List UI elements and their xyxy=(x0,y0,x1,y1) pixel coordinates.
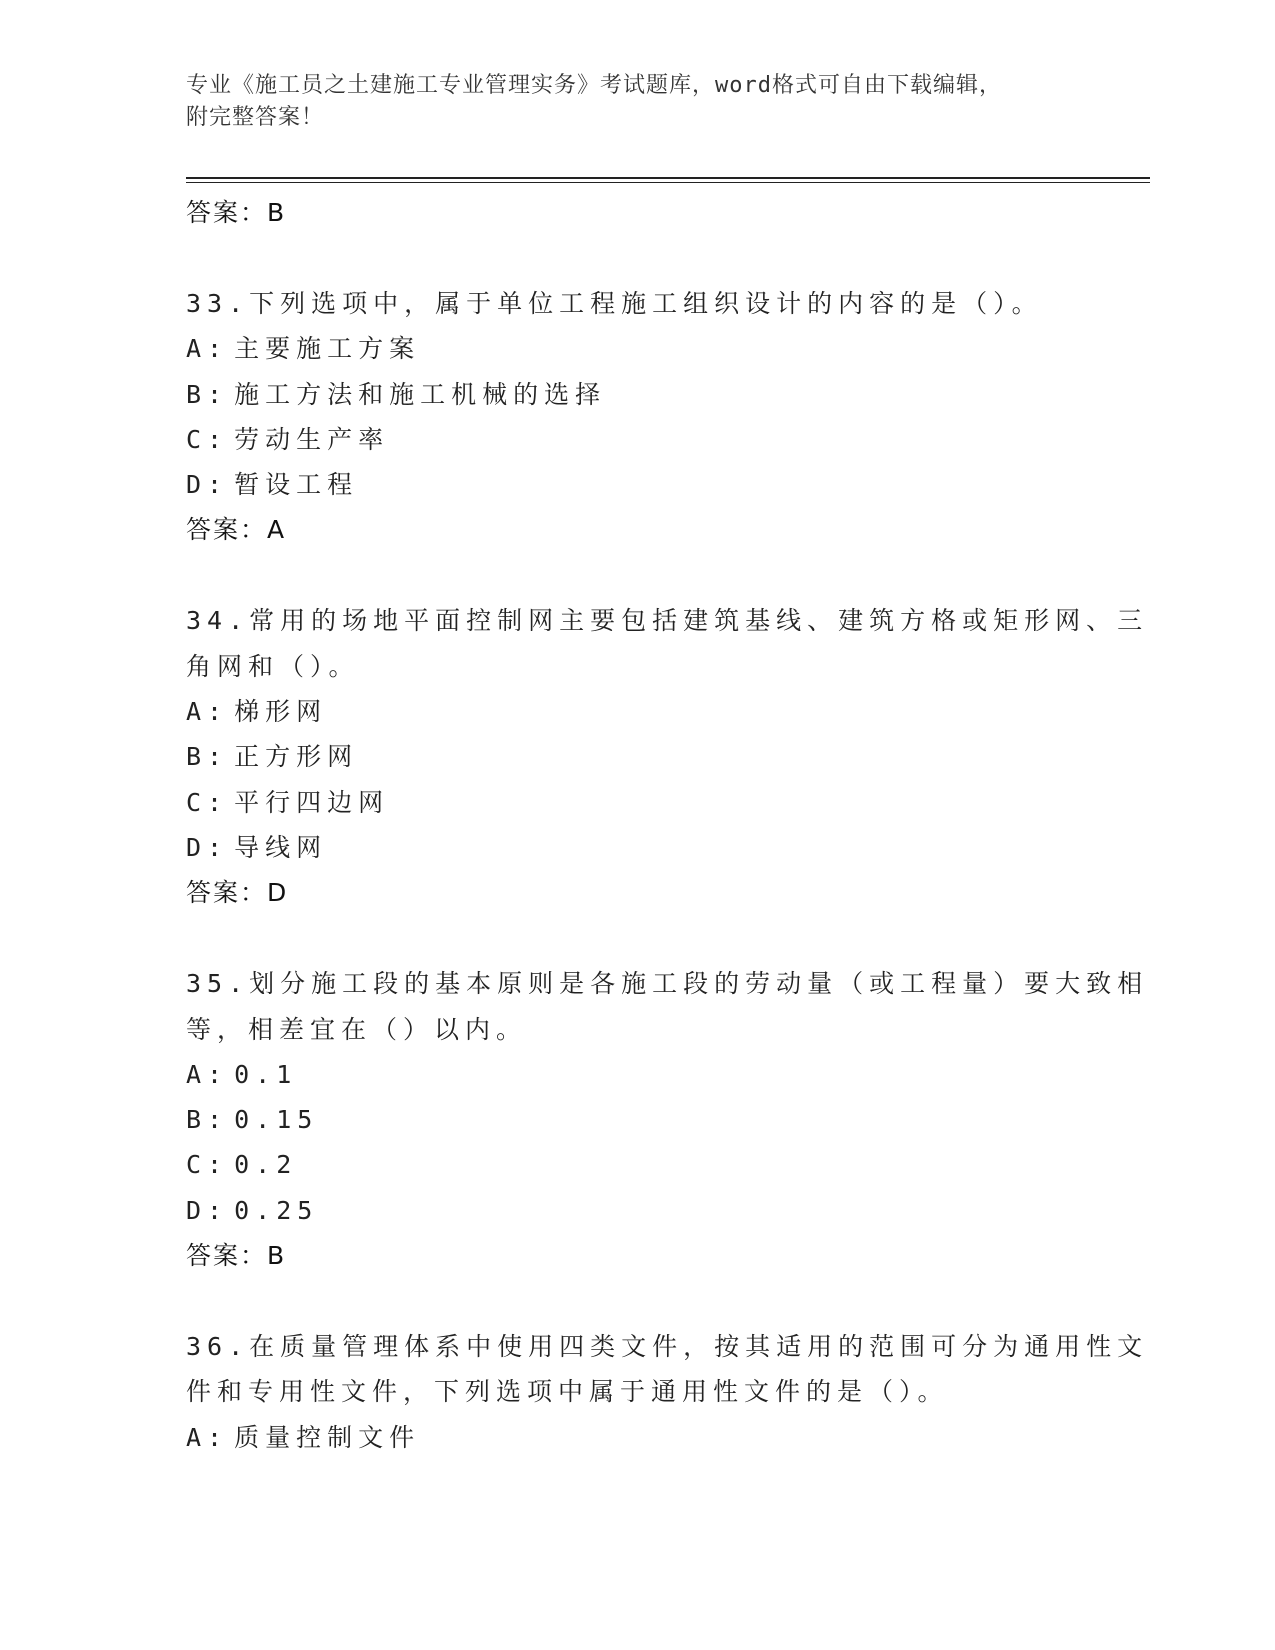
answer-line: 答案：B xyxy=(186,198,287,227)
header-rule-thin xyxy=(186,182,1150,183)
option-label: A: xyxy=(186,334,229,364)
option-a xyxy=(186,1415,1086,1460)
option-d xyxy=(186,825,1086,870)
question-text: 34.常用的场地平面控制网主要包括建筑基线、建筑方格或矩形网、三 xyxy=(186,606,1149,636)
spacer xyxy=(186,1278,1086,1324)
answer-line: 答案：B xyxy=(186,1241,287,1271)
question-text-continued: 件和专用性文件，下列选项中属于通用性文件的是（）。 xyxy=(186,1377,949,1407)
option-b xyxy=(186,734,1086,779)
document-header xyxy=(186,70,1106,134)
option-text: 导线网 xyxy=(234,832,328,862)
option-text: 暂设工程 xyxy=(234,470,359,500)
option-label: A: xyxy=(186,1422,229,1452)
option-label: C: xyxy=(186,1150,229,1180)
option-label: A: xyxy=(186,697,229,727)
question-text-continued: 角网和（）。 xyxy=(186,651,360,681)
option-text: 劳动生产率 xyxy=(234,424,390,454)
spacer xyxy=(186,915,1086,961)
option-label: A: xyxy=(186,1059,229,1089)
option-label: C: xyxy=(186,424,229,454)
option-label: B: xyxy=(186,1105,229,1135)
question-text: 36.在质量管理体系中使用四类文件，按其适用的范围可分为通用性文 xyxy=(186,1332,1149,1362)
answer-line: 答案：A xyxy=(186,515,287,545)
question-text: 33.下列选项中，属于单位工程施工组织设计的内容的是（）。 xyxy=(186,289,1043,318)
header-line-2: 附完整答案！ xyxy=(186,105,325,130)
question-text-continued: 等，相差宜在（）以内。 xyxy=(186,1014,528,1044)
option-text: 0.25 xyxy=(234,1195,319,1225)
question-block xyxy=(186,1324,1149,1460)
option-label: D: xyxy=(186,832,229,862)
header-rule-thick xyxy=(186,177,1150,179)
option-d xyxy=(186,462,1086,507)
option-a xyxy=(186,689,1086,734)
header-line-1: 专业《施工员之土建施工专业管理实务》考试题库，word格式可自由下载编辑， xyxy=(186,73,1002,98)
option-b xyxy=(186,1097,1086,1142)
option-text: 平行四边网 xyxy=(234,787,390,817)
option-text: 施工方法和施工机械的选择 xyxy=(234,379,607,409)
option-b xyxy=(186,372,1086,417)
option-text: 0.15 xyxy=(234,1105,319,1135)
option-label: D: xyxy=(186,470,229,500)
option-text: 正方形网 xyxy=(234,742,359,772)
question-block xyxy=(186,598,1149,915)
option-label: C: xyxy=(186,787,229,817)
option-text: 0.2 xyxy=(234,1150,298,1180)
option-text: 质量控制文件 xyxy=(234,1422,421,1452)
option-text: 主要施工方案 xyxy=(234,334,421,364)
option-c xyxy=(186,1142,1086,1187)
option-a xyxy=(186,1052,1086,1097)
option-c xyxy=(186,417,1086,462)
option-d xyxy=(186,1188,1086,1233)
option-text: 梯形网 xyxy=(234,697,328,727)
question-text: 35.划分施工段的基本原则是各施工段的劳动量（或工程量）要大致相 xyxy=(186,969,1149,999)
question-list xyxy=(186,190,1149,1460)
option-a xyxy=(186,326,1086,371)
spacer xyxy=(186,235,1086,281)
question-block xyxy=(186,281,1086,552)
spacer xyxy=(186,552,1086,598)
option-label: B: xyxy=(186,379,229,409)
option-label: D: xyxy=(186,1195,229,1225)
answer-line: 答案：D xyxy=(186,878,289,908)
question-block xyxy=(186,961,1149,1278)
option-label: B: xyxy=(186,742,229,772)
option-text: 0.1 xyxy=(234,1059,298,1089)
option-c xyxy=(186,780,1086,825)
